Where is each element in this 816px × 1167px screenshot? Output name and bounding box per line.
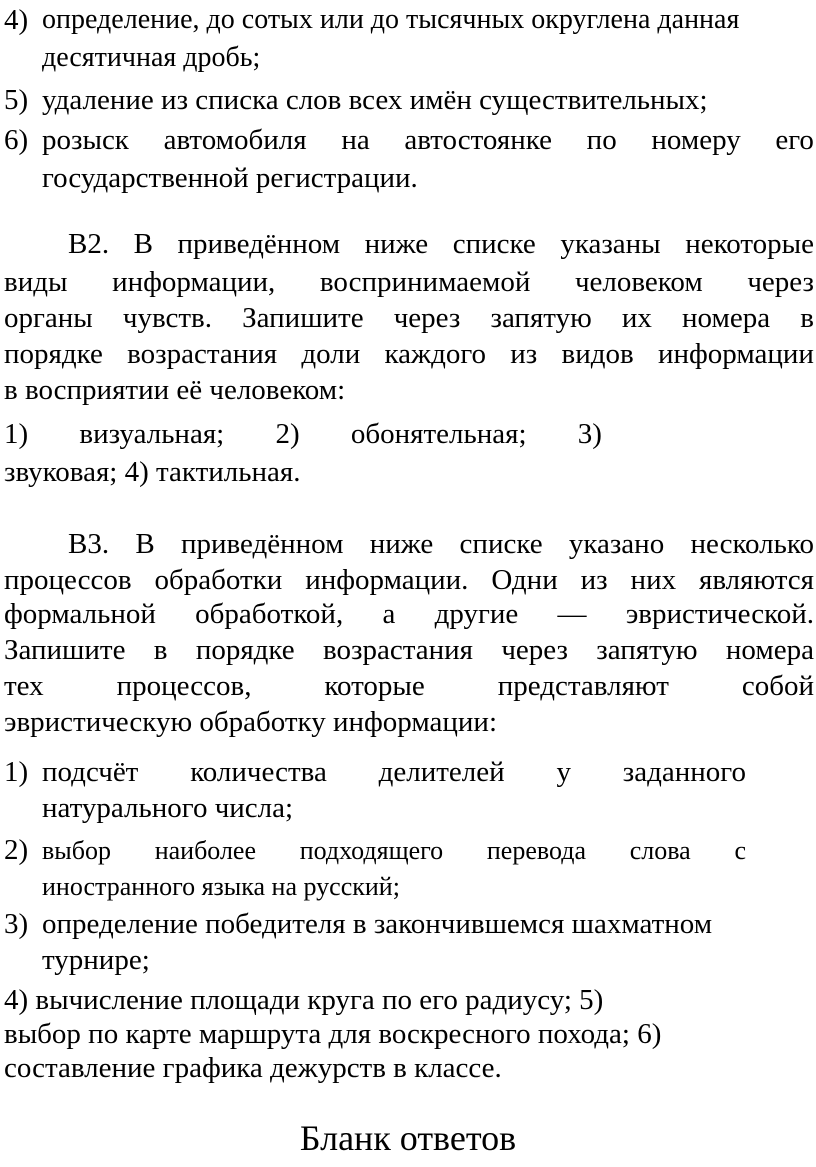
paragraph-line: формальной обработкой, а другие — эвристической. (4, 598, 814, 630)
paragraph-line: выбор по карте маршрута для воскресного похода; 6) (4, 1018, 662, 1050)
list-item-text: турнире; (42, 944, 150, 976)
paragraph-line: эвристическую обработку информации: (4, 706, 497, 738)
options-line: звуковая; 4) тактильная. (4, 456, 301, 488)
list-item-text: розыск автомобиля на автостоянке по номеру его (42, 124, 814, 156)
list-item-text: натурального числа; (42, 792, 294, 824)
paragraph-line: 4) вычисление площади круга по его радиусу; 5) (4, 984, 604, 1016)
list-item-text: удаление из списка слов всех имён существительных; (42, 84, 708, 116)
list-number: 5) (4, 84, 29, 116)
list-number: 6) (4, 124, 29, 156)
list-item-text: выбор наиболее подходящего перевода слова с (42, 836, 746, 865)
list-number: 3) (4, 908, 29, 940)
list-item-text: государственной регистрации. (42, 162, 418, 194)
paragraph-line: составление графика дежурств в классе. (4, 1052, 502, 1084)
paragraph-line: В2. В приведённом ниже списке указаны некоторые (68, 228, 814, 260)
answer-sheet-title: Бланк ответов (299, 1118, 517, 1158)
paragraph-line: В3. В приведённом ниже списке указано несколько (68, 528, 814, 560)
list-item-text: определение, до сотых или до тысячных округлена данная (42, 4, 740, 35)
list-item-text: подсчёт количества делителей у заданного (42, 756, 746, 788)
paragraph-line: виды информации, воспринимаемой человеком через (4, 266, 814, 298)
list-item-text: иностранного языка на русский; (42, 872, 400, 901)
paragraph-line: Запишите в порядке возрастания через запятую номера (4, 634, 814, 666)
list-number: 2) (4, 834, 29, 866)
paragraph-line: порядке возрастания доли каждого из видов информации (4, 338, 814, 370)
paragraph-line: органы чувств. Запишите через запятую их номера в (4, 302, 814, 334)
list-number: 4) (4, 4, 29, 36)
paragraph-line: процессов обработки информации. Одни из них являются (4, 564, 814, 596)
options-line: 1) визуальная; 2) обонятельная; 3) (4, 418, 602, 450)
list-item-text: десятичная дробь; (42, 42, 261, 73)
paragraph-line: в восприятии её человеком: (4, 374, 346, 406)
list-number: 1) (4, 756, 29, 788)
paragraph-line: тех процессов, которые представляют собой (4, 670, 814, 702)
list-item-text: определение победителя в закончившемся шахматном (42, 908, 713, 940)
